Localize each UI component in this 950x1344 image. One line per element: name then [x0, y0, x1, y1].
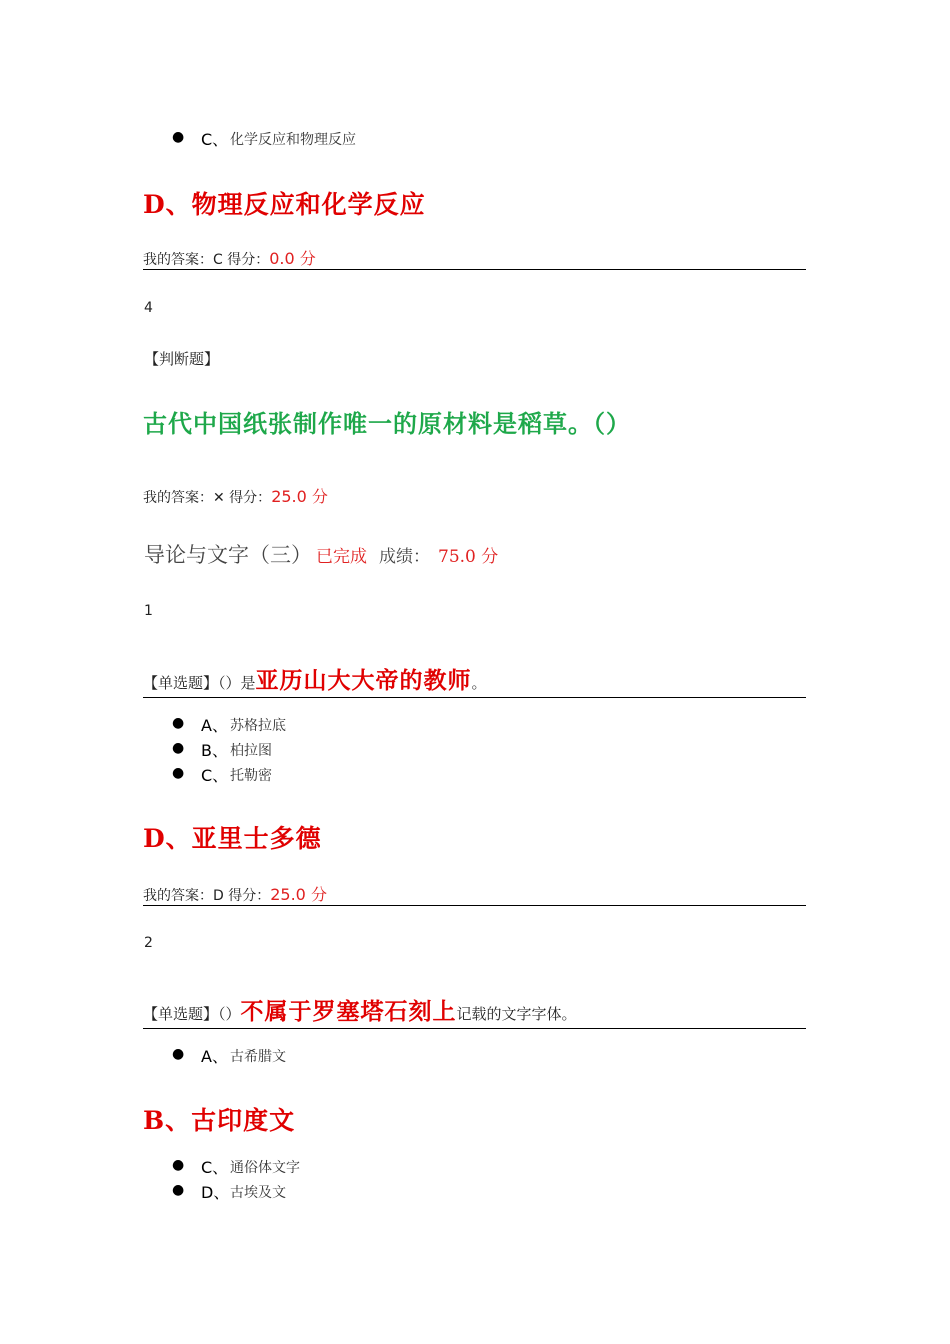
answer-row: 我的答案：✕ 得分：25.0 分	[143, 487, 328, 506]
grade-value: 75.0 分	[438, 547, 499, 567]
question-number: 4	[144, 300, 153, 316]
bullet-icon: ●	[172, 765, 185, 781]
question-emphasis: 不属于罗塞塔石刻上	[240, 998, 457, 1025]
question-number: 1	[144, 603, 153, 619]
score-value: 0.0 分	[269, 249, 316, 268]
option-letter: A、	[201, 1047, 228, 1066]
option-text: 苏格拉底	[230, 718, 286, 734]
question-line	[143, 661, 806, 698]
option-letter: D、	[201, 1183, 230, 1202]
question-text: 古代中国纸张制作唯一的原材料是稻草。（）	[143, 409, 631, 438]
bullet-icon: ●	[172, 129, 185, 145]
bullet-icon: ●	[172, 740, 185, 756]
question-type: 【单选题】	[143, 1005, 219, 1023]
bullet-icon: ●	[172, 1157, 185, 1173]
answer-row	[143, 877, 806, 906]
grade-label: 成绩：	[379, 547, 430, 567]
option-letter: A、	[201, 716, 228, 735]
answer-label: 我的答案：C 得分：0.0 分	[143, 249, 316, 268]
question-prefix: （）是	[218, 674, 256, 692]
option-letter: C、	[201, 130, 229, 149]
correct-option-d: D、亚里士多德	[143, 824, 322, 853]
option-text: 化学反应和物理反应	[230, 132, 356, 148]
question-number: 2	[144, 935, 153, 951]
option-letter: C、	[201, 1158, 229, 1177]
section-header	[144, 539, 498, 569]
option-letter: C、	[201, 766, 229, 785]
option-text: 托勒密	[230, 768, 272, 784]
question-line	[143, 992, 806, 1029]
question-prefix: （）	[218, 1005, 241, 1023]
option-text: 古希腊文	[230, 1049, 286, 1065]
correct-option-b: B、古印度文	[143, 1106, 296, 1135]
correct-option-d: D、物理反应和化学反应	[143, 190, 426, 219]
option-text: 通俗体文字	[230, 1160, 300, 1176]
question-suffix: 记载的文字字体。	[456, 1005, 577, 1023]
answer-row	[143, 241, 806, 270]
score-value: 25.0 分	[271, 487, 328, 506]
bullet-icon: ●	[172, 715, 185, 731]
question-emphasis: 亚历山大大帝的教师	[255, 667, 472, 694]
question-suffix: 。	[471, 674, 487, 692]
score-value: 25.0 分	[270, 885, 327, 904]
question-type: 【单选题】	[143, 674, 219, 692]
status-badge: 已完成	[316, 547, 367, 567]
option-letter: B、	[201, 741, 228, 760]
bullet-icon: ●	[172, 1182, 185, 1198]
bullet-icon: ●	[172, 1046, 185, 1062]
answer-label: 我的答案：D 得分：25.0 分	[143, 885, 327, 904]
section-title: 导论与文字（三）	[144, 543, 312, 567]
question-type: 【判断题】	[144, 350, 220, 368]
option-text: 柏拉图	[230, 743, 272, 759]
option-text: 古埃及文	[230, 1185, 286, 1201]
